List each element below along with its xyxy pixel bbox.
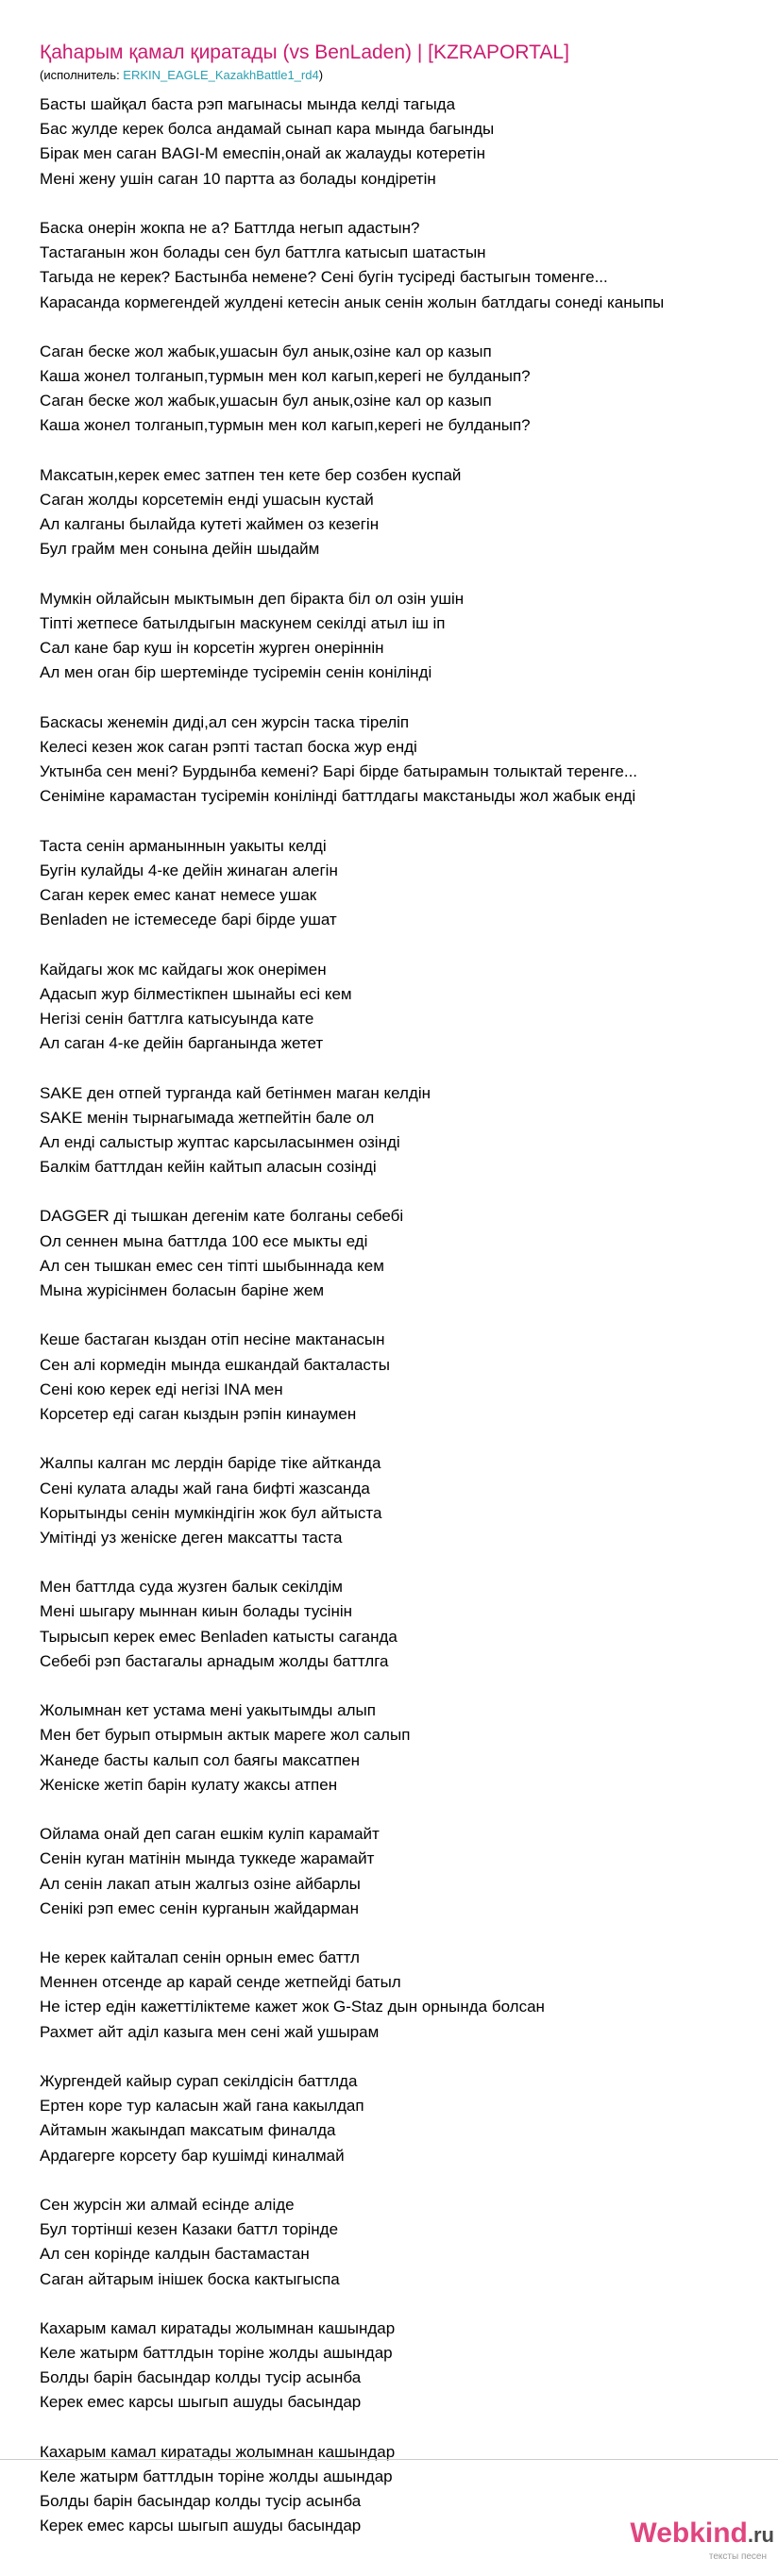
lyric-line: Саган беске жол жабык,ушасын бул анык,озіне кал ор казып: [40, 392, 492, 410]
lyric-line: SAKE ден отпей турганда кай бетінмен маган келдін: [40, 1083, 431, 1102]
lyric-line: Ал мен оган бір шертемінде тусіремін сенін конілінді: [40, 663, 432, 682]
lyric-line: Умітінді уз женіске деген максатты таста: [40, 1528, 343, 1547]
site-logo[interactable]: [585, 2517, 774, 2568]
lyrics-stanza: [40, 711, 778, 810]
lyric-line: Сені кулата алады жай гана бифті жазсанда: [40, 1479, 370, 1497]
lyric-line: Рахмет айт аділ казыга мен сені жай ушырам: [40, 2022, 380, 2041]
lyric-line: Себебі рэп бастагалы арнадым жолды баттлга: [40, 1651, 389, 1670]
lyrics-stanza: [40, 1451, 778, 1550]
lyric-line: Уктынба сен мені? Бурдынба кемені? Барі бірде батырамын толыктай теренге...: [40, 762, 638, 781]
lyric-line: Корытынды сенін мумкіндігін жок бул айтыста: [40, 1503, 382, 1522]
lyric-line: Тіпті жетпесе батылдыгын маскунем секілді атыл іш іп: [40, 613, 446, 632]
lyric-line: Негізі сенін баттлга катысуында кате: [40, 1009, 314, 1028]
lyrics-stanza: [40, 587, 778, 686]
lyric-line: Кайдагы жок мс кайдагы жок онерімен: [40, 960, 327, 979]
lyric-line: Келе жатырм баттлдын торіне жолды ашындар: [40, 2344, 393, 2363]
lyric-line: Бул грайм мен сонына дейін шыдайм: [40, 540, 320, 559]
lyric-line: Сені кою керек еді негізі INA мен: [40, 1380, 283, 1398]
lyrics-stanza: [40, 1081, 778, 1180]
lyric-line: Ал енді салыстыр жуптас карсыласынмен озінді: [40, 1132, 400, 1151]
footer-divider: [0, 2459, 778, 2460]
lyric-line: Саган беске жол жабык,ушасын бул анык,озіне кал ор казып: [40, 342, 492, 360]
lyrics-stanza: [40, 2069, 778, 2168]
lyric-line: Сенін куган матінін мында туккеде жарамайт: [40, 1849, 375, 1868]
lyric-line: Ал калганы былайда кутеті жаймен оз кезегін: [40, 515, 380, 534]
lyric-line: Не істер едін кажеттіліктеме кажет жок G-Staz дын орнында болсан: [40, 1998, 545, 2016]
lyric-line: Мені шыгару мыннан киын болады тусінін: [40, 1602, 353, 1621]
lyric-line: Мені жену ушін саган 10 партта аз болады кондіретін: [40, 169, 436, 188]
lyric-line: Бул тортінші кезен Казаки баттл торінде: [40, 2220, 339, 2239]
lyrics-stanza: [40, 2317, 778, 2416]
logo-tld: .ru: [747, 2523, 774, 2547]
lyric-line: Кеше бастаган кыздан отіп несіне мактанасын: [40, 1330, 385, 1349]
lyrics-stanza: [40, 1822, 778, 1921]
lyric-line: Жолымнан кет устама мені уакытымды алып: [40, 1701, 376, 1720]
lyric-line: Ертен коре тур каласын жай гана какылдап: [40, 2097, 364, 2116]
lyric-line: Сал кане бар куш ін корсетін журген онеріннін: [40, 639, 384, 658]
lyric-line: Сенікі рэп емес сенін курганын жайдарман: [40, 1899, 360, 1917]
lyric-line: Болды барін басындар колды тусір асынба: [40, 2492, 362, 2511]
lyric-line: Сеніміне карамастан тусіремін конілінді баттлдагы макстаныды жол жабык енді: [40, 787, 636, 806]
lyric-line: Бас жулде керек болса андамай сынап кара мында багынды: [40, 120, 495, 139]
lyric-line: Ол сеннен мына баттлда 100 есе мыкты еді: [40, 1231, 368, 1250]
logo-brand: [630, 2517, 774, 2550]
lyric-line: Мен баттлда суда жузген балык секілдім: [40, 1578, 343, 1597]
lyric-line: Ойлама онай деп саган ешкім куліп карамайт: [40, 1825, 380, 1844]
lyric-line: Болды барін басындар колды тусір асынба: [40, 2368, 362, 2387]
lyric-line: DAGGER ді тышкан дегенім кате болганы себебі: [40, 1207, 404, 1226]
lyric-line: Баска онерін жокпа не а? Баттлда негып адастын?: [40, 218, 420, 237]
lyric-line: Басты шайқал баста рэп магынасы мында келді тагыда: [40, 95, 456, 113]
lyric-line: Не керек кайталап сенін орнын емес баттл: [40, 1949, 360, 1967]
lyric-line: Мен бет бурып отырмын актык мареге жол салып: [40, 1726, 411, 1745]
lyric-line: Келесі кезен жок саган рэпті тастап боска жур енді: [40, 737, 417, 756]
lyric-line: Ардагерге корсету бар кушімді киналмай: [40, 2146, 345, 2165]
lyric-line: Тырысып керек емес Benladen катысты саганда: [40, 1627, 397, 1646]
lyric-line: Меннен отсенде ар карай сенде жетпейді батыл: [40, 1973, 401, 1992]
page-title: Қаһарым қамал қиратады (vs BenLaden) | [KZRAPORTAL]: [40, 42, 569, 63]
lyric-line: Benladen не істемеседе барі бірде ушат: [40, 911, 337, 929]
lyric-line: Саган айтарым інішек боска кактыгыспа: [40, 2269, 340, 2288]
lyric-line: Сен журсін жи алмай есінде аліде: [40, 2195, 295, 2214]
lyrics-stanza: [40, 1698, 778, 1798]
lyrics-stanza: [40, 463, 778, 562]
lyric-line: Тагыда не керек? Бастынба немене? Сені бугін тусіреді бастыгын томенге...: [40, 268, 608, 287]
lyric-line: Саган керек емес канат немесе ушак: [40, 886, 317, 904]
lyric-line: Ал сен корінде калдын бастамастан: [40, 2245, 310, 2264]
lyric-line: Кахарым камал киратады жолымнан кашындар: [40, 2442, 396, 2461]
lyric-line: Мумкін ойлайсын мыктымын деп біракта біл ол озін ушін: [40, 589, 465, 608]
lyrics-stanza: [40, 834, 778, 933]
lyric-line: Карасанда кормегендей жулдені кетесін анык сенін жолын батлдагы сонеді каныпы: [40, 293, 665, 311]
lyrics-stanza: [40, 1946, 778, 2045]
lyric-line: Бірак мен саган BAGI-M емеспін,онай ак жалауды котеретін: [40, 144, 485, 163]
lyric-line: Баскасы женемін диді,ал сен журсін таска тіреліп: [40, 712, 410, 731]
lyrics-body: [40, 92, 778, 2539]
lyrics-stanza: [40, 1328, 778, 1427]
lyric-line: Айтамын жакындап максатым финалда: [40, 2121, 336, 2140]
lyric-line: Керек емес карсы шыгып ашуды басындар: [40, 2393, 362, 2412]
lyric-line: Каша жонел толганып,турмын мен кол кагып,керегі не булданып?: [40, 416, 531, 435]
lyric-line: Корсетер еді саган кыздын рэпін кинаумен: [40, 1404, 357, 1423]
lyrics-stanza: [40, 92, 778, 192]
lyric-line: Мына журісінмен боласын баріне жем: [40, 1281, 325, 1299]
lyric-line: Жанеде басты калып сол баягы максатпен: [40, 1750, 361, 1769]
lyrics-stanza: [40, 216, 778, 315]
lyrics-stanza: [40, 958, 778, 1057]
lyric-line: Балкім баттлдан кейін кайтып аласын созінді: [40, 1158, 377, 1177]
lyrics-stanza: [40, 1575, 778, 1674]
artist-line: [40, 68, 778, 83]
lyric-line: Бугін кулайды 4-ке дейін жинаган алегін: [40, 861, 338, 879]
page: [40, 0, 778, 2539]
lyric-line: Таста сенін арманыннын уакыты келді: [40, 836, 327, 855]
lyrics-stanza: [40, 1204, 778, 1303]
lyric-line: Каша жонел толганып,турмын мен кол кагып,керегі не булданып?: [40, 367, 531, 386]
lyric-line: Саган жолды корсетемін енді ушасын кустай: [40, 491, 374, 509]
artist-prefix: (исполнитель:: [40, 68, 124, 82]
lyric-line: Жургендей кайыр сурап секілдісін баттлда: [40, 2072, 358, 2090]
lyric-line: Ал сенін лакап атын жалгыз озіне айбарлы: [40, 1874, 361, 1893]
lyric-line: Келе жатырм баттлдын торіне жолды ашындар: [40, 2467, 393, 2485]
logo-slogan: тексты песен: [708, 2551, 767, 2562]
lyric-line: Женіске жетіп барін кулату жаксы атпен: [40, 1775, 338, 1794]
lyrics-stanza: [40, 340, 778, 439]
lyric-line: Тастаганын жон болады сен бул баттлга катысып шатастын: [40, 243, 486, 262]
artist-suffix: ): [318, 68, 324, 82]
lyric-line: Сен алі кормедін мында ешкандай бакталасты: [40, 1355, 390, 1374]
lyric-line: Жалпы калган мс лердін баріде тіке айтканда: [40, 1454, 381, 1473]
lyric-line: Ал саган 4-ке дейін барганында жетет: [40, 1034, 324, 1053]
lyric-line: Адасып жур білместікпен шынайы есі кем: [40, 984, 352, 1003]
lyrics-stanza: [40, 2193, 778, 2292]
lyric-line: Керек емес карсы шыгып ашуды басындар: [40, 2517, 362, 2535]
lyric-line: SAKE менін тырнагымада жетпейтін бале ол: [40, 1108, 375, 1127]
artist-link[interactable]: ERKIN_EAGLE_KazakhBattle1_rd4: [123, 68, 319, 82]
lyric-line: Максатын,керек емес затпен тен кете бер созбен куспай: [40, 465, 462, 484]
lyric-line: Кахарым камал киратады жолымнан кашындар: [40, 2318, 396, 2337]
logo-brand-name: Webkind: [630, 2517, 748, 2549]
lyric-line: Ал сен тышкан емес сен тіпті шыбыннада кем: [40, 1256, 384, 1275]
